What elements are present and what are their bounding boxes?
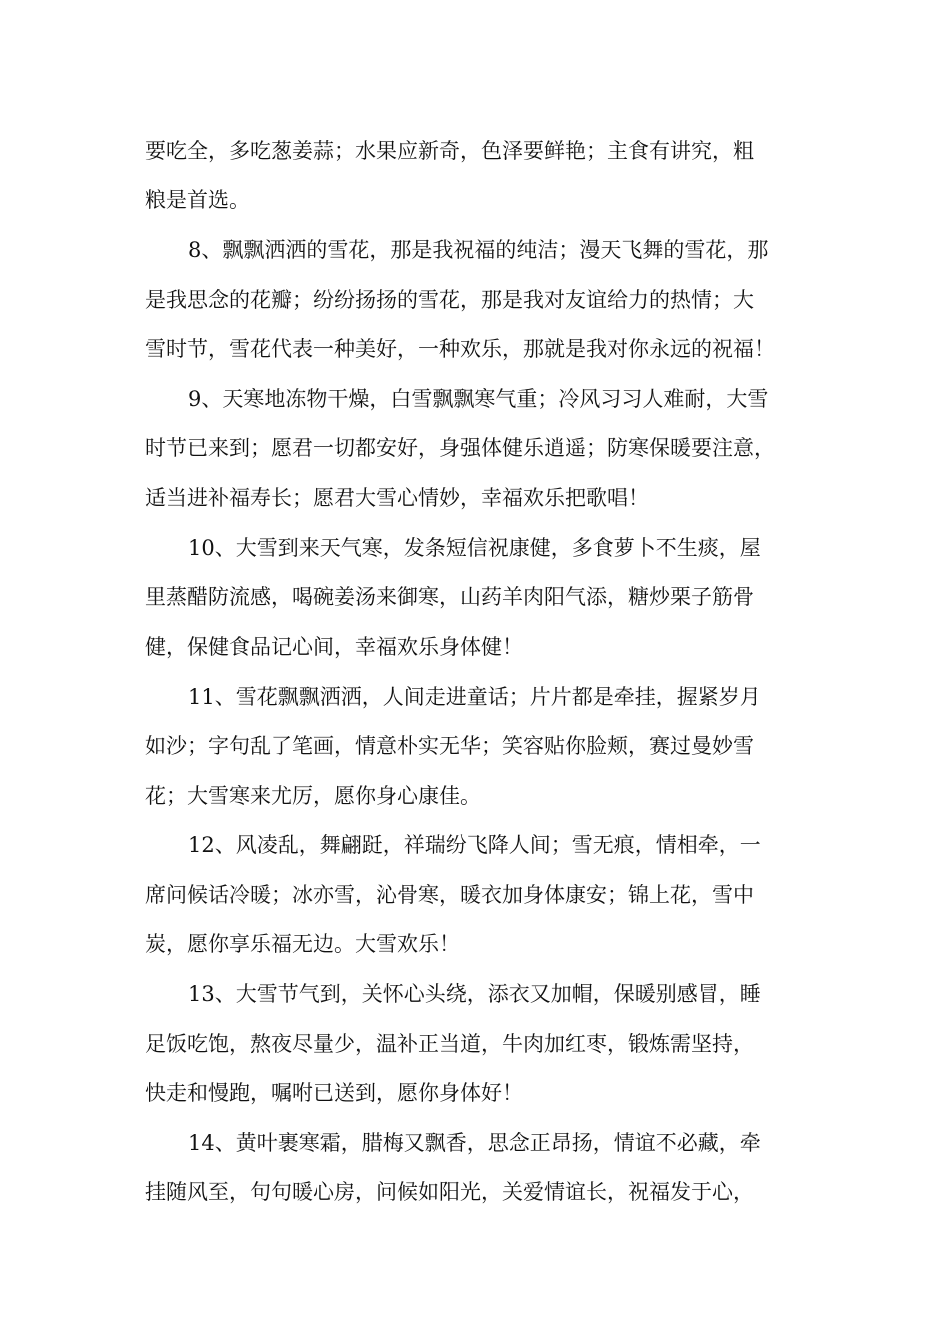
paragraph-first-line: 14、黄叶裹寒霜，腊梅又飘香，思念正昂扬，情谊不必藏，牵 [188, 1131, 761, 1155]
text-line: 时节已来到；愿君一切都安好，身强体健乐逍遥；防寒保暖要注意， [145, 436, 775, 460]
text-line: 健，保健食品记心间，幸福欢乐身体健！ [145, 635, 523, 659]
paragraph-first-line: 8、飘飘洒洒的雪花，那是我祝福的纯洁；漫天飞舞的雪花，那 [188, 238, 769, 262]
text-line: 里蒸醋防流感，喝碗姜汤来御寒，山药羊肉阳气添，糖炒栗子筋骨 [145, 585, 754, 609]
text-line: 雪时节，雪花代表一种美好，一种欢乐，那就是我对你永远的祝福！ [145, 337, 775, 361]
text-line: 快走和慢跑，嘱咐已送到，愿你身体好！ [145, 1081, 523, 1105]
text-line: 粮是首选。 [145, 188, 250, 212]
paragraph-first-line: 12、风凌乱，舞翩跹，祥瑞纷飞降人间；雪无痕，情相牵，一 [188, 833, 761, 857]
paragraph-first-line: 10、大雪到来天气寒，发条短信祝康健，多食萝卜不生痰，屋 [188, 536, 761, 560]
text-line: 足饭吃饱，熬夜尽量少，温补正当道，牛肉加红枣，锻炼需坚持， [145, 1032, 754, 1056]
text-line: 挂随风至，句句暖心房，问候如阳光，关爱情谊长，祝福发于心， [145, 1180, 754, 1204]
text-line: 如沙；字句乱了笔画，情意朴实无华；笑容贴你脸颊，赛过曼妙雪 [145, 734, 754, 758]
paragraph-first-line: 13、大雪节气到，关怀心头绕，添衣又加帽，保暖别感冒，睡 [188, 982, 761, 1006]
text-line: 炭，愿你享乐福无边。大雪欢乐！ [145, 932, 460, 956]
paragraph-first-line: 11、雪花飘飘洒洒，人间走进童话；片片都是牵挂，握紧岁月 [188, 685, 761, 709]
text-line: 是我思念的花瓣；纷纷扬扬的雪花，那是我对友谊给力的热情；大 [145, 288, 754, 312]
text-line: 适当进补福寿长；愿君大雪心情妙，幸福欢乐把歌唱！ [145, 486, 649, 510]
text-line: 席问候话冷暖；冰亦雪，沁骨寒，暖衣加身体康安；锦上花，雪中 [145, 883, 754, 907]
paragraph-first-line: 9、天寒地冻物干燥，白雪飘飘寒气重；冷风习习人难耐，大雪 [188, 387, 769, 411]
text-line: 花；大雪寒来尤厉，愿你身心康佳。 [145, 784, 481, 808]
text-line: 要吃全，多吃葱姜蒜；水果应新奇，色泽要鲜艳；主食有讲究，粗 [145, 139, 754, 163]
